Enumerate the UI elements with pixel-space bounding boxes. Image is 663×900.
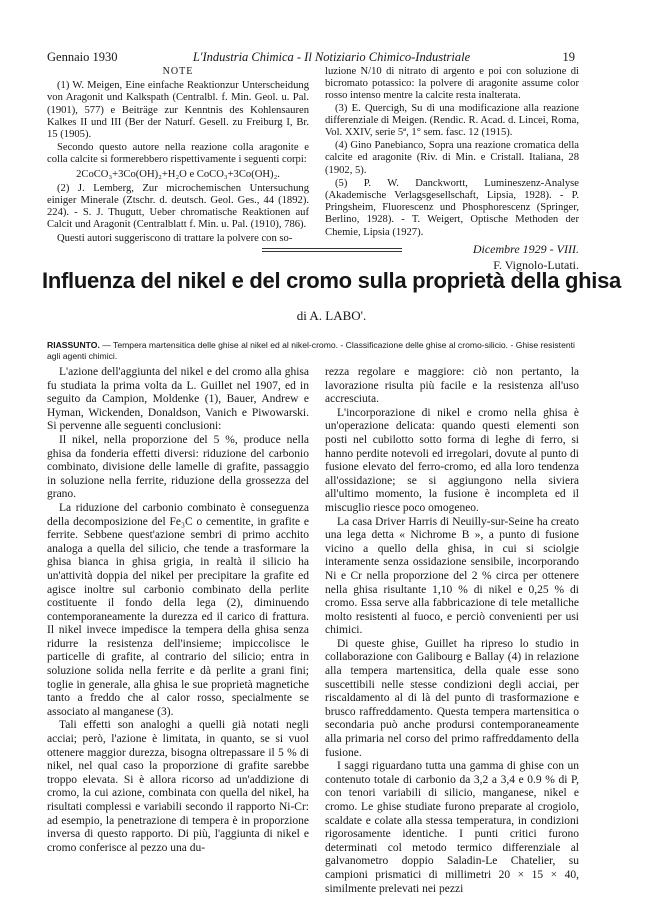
note-2-continued: luzione N/10 di nitrato di argento e poi con soluzione di bicromato potassico: la polvere di aragonite assume color rosso intenso mentre la calcite resta inalterata.	[325, 66, 579, 102]
note-2-comment: Questi autori suggeriscono di trattare la polvere con so-	[57, 232, 293, 244]
note-1-comment: Secondo questo autore nella reazione colla aragonite e colla calcite si formerebbero rispettivamente i seguenti corpi:	[47, 142, 309, 166]
article-author: di A. LABO'.	[296, 308, 367, 323]
note-5: (5) P. W. Danckwortt, Lumineszenz-Analyse (Akademische Verlagsgesellschaft, Lipsia, 1928). - P. Pringsheim, Fluorescenz und Phosphorescenz (Springer, Berlino, 1928). - T. Weigert, Optische Methoden der Chemie, Lipsia (1927).	[325, 177, 579, 238]
notes-title: NOTE	[162, 66, 194, 77]
article-title: Influenza del nikel e del cromo sulla proprietà della ghisa	[42, 268, 621, 293]
notes-signature: F. Vignolo-Lutati.	[493, 258, 579, 273]
note-2: (2) J. Lemberg, Zur microchemischen Untersuchung einiger Minerale (Ztschr. d. deutsch. Geol. Ges., 44 (1892). 224). - S. J. Thugutt, Ueber chromatische Reaktionen auf Calcit und Aragonit (Centralblatt f. Min. u. Pal. (1910), 786).	[47, 182, 309, 231]
note-1: (1) W. Meigen, Eine einfache Reaktionzur Unterscheidung von Aragonit und Kalkspath (Centralbl. f. Min. Geol. u. Pal. (1901), 577) e Beiträge zur Kenntnis des Kohlensauren Kalkes II und III (Ber der Naturf. Gesell. zu Freiburg I, Br. 15 (1905).	[47, 80, 309, 141]
section-divider-bottom	[262, 251, 402, 252]
notes-date: Dicembre 1929 - VIII.	[472, 241, 579, 256]
body-paragraph-continued: rezza regolare e maggiore: ciò non pertanto, la lavorazione risulta più facile e la resistenza all'uso accresciuta.	[325, 366, 579, 406]
article-body-left-column	[47, 366, 309, 855]
summary-label: RIASSUNTO.	[47, 340, 100, 350]
body-paragraph: L'azione dell'aggiunta del nikel e del cromo alla ghisa fu studiata la prima volta da L. Guillet nel 1907, ed in seguito da Campion, Moldenke (1), Bauer, Andrew e Hyman, Wickenden, Donaldson, Vanich e Piwowarski. Si pervenne alle seguenti conclusioni:	[47, 366, 309, 433]
section-divider-top	[262, 248, 402, 249]
notes-right-column	[325, 66, 579, 271]
body-paragraph: La riduzione del carbonio combinato è conseguenza della decomposizione del Fe₃C o cementite, in grafite e ferrite. Sebbene quest'azione sembri di primo acchito analoga a quella del silicio, che tende a trasformare la ghisa bianca in ghisa grigia, in realtà il silicio ha un'attività doppia del nikel per precipitare la grafite ed agisce inoltre sul carbonio combinato della perlite costituente il fondo della lega (2), diminuendo contemporaneamente la durezza ed il carico di frattura. Il nikel invece impedisce la tempera della ghisa senza ridurre la resistenza dell'insieme; impiccolisce le particelle di grafite, al contrario del silicio; entra in soluzione solida nella ferrite e dà perlite a grani fini; toglie in generale, alla ghisa le sue proprietà magnetiche tanto a freddo che al calor rosso, specialmente se associato al manganese (3).	[47, 501, 309, 718]
body-paragraph: Il nikel, nella proporzione del 5 %, produce nella ghisa da fonderia effetti diversi: riduzione del carbonio combinato, divisione delle lamelle di grafite, passaggio in soluzione nella ferrite, riduzione della grossezza del grano.	[47, 433, 309, 501]
note-4: (4) Gino Panebianco, Sopra una reazione cromatica della calcite ed aragonite (Riv. di Min. e Cristall. Italiana, 28 (1902, 5).	[325, 140, 579, 176]
page-number: 19	[562, 50, 575, 64]
body-paragraph: Di queste ghise, Guillet ha ripreso lo studio in collaborazione con Galibourg e Ballay (4) in relazione alla tempera martensitica, della quale esse sono suscettibili nelle stesse condizioni degli acciai, per riscaldamento al di là del punto di trasformazione e brusco raffreddamento. Questa tempera martensitica o secondaria può anche prodursi contemporaneamente alla primaria nel corso del primo raffreddamento della fusione.	[325, 637, 579, 759]
body-paragraph: L'incorporazione di nikel e cromo nella ghisa è un'operazione delicata: quando questi elementi son posti nel cubilotto sotto forma di leghe di ferro, si hanno perdite notevoli ed irregolari, dovute al punto di fusione elevato del ferro-cromo, ed alla loro tendenza all'ossidazione; se si aggiungono nella siviera all'ultimo momento, la fusione è incompleta ed il miscuglio riesce poco omogeneo.	[325, 406, 579, 514]
body-paragraph: La casa Driver Harris di Neuilly-sur-Seine ha creato una lega detta « Nichrome B », a punto di fusione vicino a quello della ghisa, in cui si sciolgie interamente senza ossidazione sensibile, incorporando Ni e Cr nella proporzione del 2 % circa per ottenere nella ghisa risultante 1,10 % di nikel e 0,25 % di cromo. Essa serve alla fabbricazione di tele metalliche molto resistenti al fuoco, e perciò convenienti per usi chimici.	[325, 515, 579, 637]
chemical-formula: 2CoCO₃+3Co(OH)₂+H₂O e CoCO₃+3Co(OH)₂.	[76, 168, 280, 180]
running-header-journal: L'Industria Chimica - Il Notiziario Chimico-Industriale	[192, 50, 471, 64]
notes-left-column	[47, 66, 309, 246]
article-body-right-column	[325, 366, 579, 896]
note-3: (3) E. Quercigh, Su di una modificazione alla reazione differenziale di Meigen. (Rendic. R. Acad. d. Lincei, Roma, Vol. XXIV, serie 5ª, 1° sem. fasc. 12 (1915).	[325, 102, 579, 139]
article-summary	[47, 340, 587, 362]
running-header-date: Gennaio 1930	[47, 50, 118, 64]
body-paragraph: I saggi riguardano tutta una gamma di ghise con un contenuto totale di carbonio da 3,2 a 3,4 e 0.9 % di P, con tenori variabili di silicio, manganese, nikel e cromo. Le ghise studiate furono preparate al crogiolo, scaldate e colate alla stessa temperatura, in condizioni rigorosamente identiche. I punti critici furono determinati col metodo termico differenziale al galvanometro doppio Saladin-Le Chatelier, su campioni prismatici di millimetri 20 × 15 × 40, similmente prelevati nei pezzi	[325, 760, 579, 895]
summary-text: — Tempera martensitica delle ghise al nikel ed al nikel-cromo. - Classificazione delle ghise al cromo-silicio. - Ghise resistenti agli agenti chimici.	[47, 340, 575, 361]
body-paragraph: Tali effetti son analoghi a quelli già notati negli acciai; però, l'azione è limitata, in quanto, se si vuol ottenere maggior durezza, bisogna oltrepassare il 5 % di nikel, nel qual caso la proporzione di grafite sarebbe troppo elevata. Si è allora ricorso ad un'addizione di cromo, la cui azione, combinata con quella del nikel, ha risultati complessi e variabili secondo il rapporto Ni-Cr: ad esempio, la penetrazione di tempera è in proporzione inversa di questo rapporto. Di più, l'aggiunta di nikel e cromo conferisce al pezzo una du-	[47, 719, 309, 854]
